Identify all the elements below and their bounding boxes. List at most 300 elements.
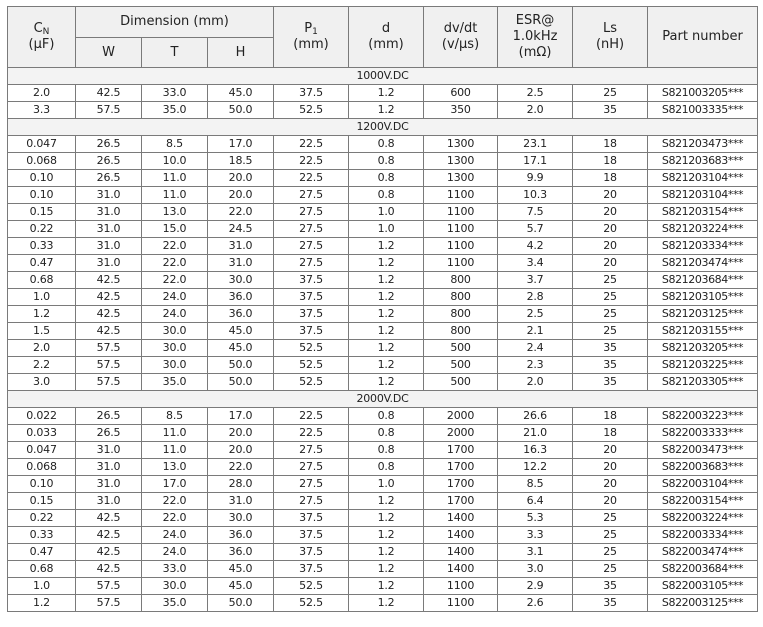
cell-capacitance: 2.2 <box>8 357 76 374</box>
cell-width: 42.5 <box>76 272 142 289</box>
cell-pitch: 22.5 <box>274 153 349 170</box>
cell-thickness: 35.0 <box>142 374 208 391</box>
header-cn-unit: (μF) <box>28 37 55 52</box>
cell-dvdt: 1100 <box>424 238 498 255</box>
cell-esr: 2.1 <box>498 323 573 340</box>
cell-inductance: 25 <box>573 272 648 289</box>
cell-part-number: S822003334*** <box>648 527 758 544</box>
cell-thickness: 30.0 <box>142 357 208 374</box>
cell-part-number: S822003683*** <box>648 459 758 476</box>
table-row <box>8 221 758 238</box>
cell-capacitance: 0.33 <box>8 238 76 255</box>
cell-lead-diameter: 1.2 <box>349 544 424 561</box>
cell-part-number: S821203473*** <box>648 136 758 153</box>
cell-lead-diameter: 0.8 <box>349 136 424 153</box>
cell-dvdt: 500 <box>424 374 498 391</box>
cell-part-number: S822003474*** <box>648 544 758 561</box>
cell-height: 36.0 <box>208 306 274 323</box>
cell-pitch: 27.5 <box>274 476 349 493</box>
table-row <box>8 289 758 306</box>
cell-height: 22.0 <box>208 459 274 476</box>
cell-part-number: S821203224*** <box>648 221 758 238</box>
cell-lead-diameter: 0.8 <box>349 187 424 204</box>
cell-esr: 6.4 <box>498 493 573 510</box>
cell-thickness: 8.5 <box>142 136 208 153</box>
table-row <box>8 561 758 578</box>
cell-part-number: S822003223*** <box>648 408 758 425</box>
cell-thickness: 11.0 <box>142 187 208 204</box>
table-row <box>8 238 758 255</box>
cell-esr: 5.7 <box>498 221 573 238</box>
table-row <box>8 153 758 170</box>
cell-height: 20.0 <box>208 170 274 187</box>
cell-height: 45.0 <box>208 85 274 102</box>
cell-esr: 10.3 <box>498 187 573 204</box>
header-height: H <box>208 38 274 68</box>
header-part-number: Part number <box>648 7 758 68</box>
cell-height: 36.0 <box>208 289 274 306</box>
cell-lead-diameter: 1.2 <box>349 595 424 612</box>
cell-height: 30.0 <box>208 272 274 289</box>
cell-width: 26.5 <box>76 425 142 442</box>
cell-pitch: 37.5 <box>274 544 349 561</box>
cell-pitch: 27.5 <box>274 493 349 510</box>
cell-height: 20.0 <box>208 425 274 442</box>
cell-inductance: 20 <box>573 493 648 510</box>
table-row <box>8 85 758 102</box>
cell-capacitance: 0.15 <box>8 204 76 221</box>
cell-thickness: 30.0 <box>142 578 208 595</box>
cell-width: 31.0 <box>76 221 142 238</box>
cell-inductance: 35 <box>573 357 648 374</box>
table-row <box>8 442 758 459</box>
cell-thickness: 22.0 <box>142 255 208 272</box>
cell-dvdt: 2000 <box>424 425 498 442</box>
cell-width: 31.0 <box>76 476 142 493</box>
cell-pitch: 27.5 <box>274 442 349 459</box>
cell-pitch: 52.5 <box>274 340 349 357</box>
cell-height: 45.0 <box>208 578 274 595</box>
cell-dvdt: 1100 <box>424 255 498 272</box>
cell-esr: 3.4 <box>498 255 573 272</box>
cell-lead-diameter: 1.2 <box>349 561 424 578</box>
cell-part-number: S821203155*** <box>648 323 758 340</box>
cell-esr: 12.2 <box>498 459 573 476</box>
cell-thickness: 30.0 <box>142 323 208 340</box>
header-capacitance <box>8 7 76 68</box>
cell-inductance: 25 <box>573 561 648 578</box>
cell-inductance: 18 <box>573 170 648 187</box>
cell-height: 24.5 <box>208 221 274 238</box>
cell-part-number: S822003104*** <box>648 476 758 493</box>
table-row <box>8 408 758 425</box>
cell-thickness: 30.0 <box>142 340 208 357</box>
cell-part-number: S822003473*** <box>648 442 758 459</box>
cell-width: 42.5 <box>76 306 142 323</box>
cell-width: 42.5 <box>76 561 142 578</box>
table-row <box>8 323 758 340</box>
table-row <box>8 102 758 119</box>
cell-pitch: 27.5 <box>274 255 349 272</box>
cell-esr: 2.5 <box>498 306 573 323</box>
cell-dvdt: 1100 <box>424 204 498 221</box>
cell-capacitance: 0.10 <box>8 476 76 493</box>
cell-thickness: 13.0 <box>142 204 208 221</box>
cell-capacitance: 0.68 <box>8 272 76 289</box>
cell-width: 31.0 <box>76 187 142 204</box>
cell-inductance: 18 <box>573 408 648 425</box>
cell-pitch: 27.5 <box>274 238 349 255</box>
cell-thickness: 35.0 <box>142 102 208 119</box>
cell-height: 45.0 <box>208 561 274 578</box>
cell-height: 50.0 <box>208 374 274 391</box>
cell-lead-diameter: 1.0 <box>349 204 424 221</box>
cell-height: 18.5 <box>208 153 274 170</box>
cell-height: 36.0 <box>208 544 274 561</box>
cell-thickness: 8.5 <box>142 408 208 425</box>
header-thickness: T <box>142 38 208 68</box>
cell-esr: 3.1 <box>498 544 573 561</box>
cell-lead-diameter: 1.2 <box>349 306 424 323</box>
cell-lead-diameter: 1.2 <box>349 85 424 102</box>
cell-thickness: 13.0 <box>142 459 208 476</box>
cell-esr: 2.4 <box>498 340 573 357</box>
cell-part-number: S821203474*** <box>648 255 758 272</box>
cell-lead-diameter: 1.2 <box>349 272 424 289</box>
cell-esr: 3.7 <box>498 272 573 289</box>
cell-lead-diameter: 0.8 <box>349 459 424 476</box>
cell-thickness: 22.0 <box>142 510 208 527</box>
cell-pitch: 22.5 <box>274 408 349 425</box>
cell-dvdt: 1700 <box>424 442 498 459</box>
cell-capacitance: 1.2 <box>8 306 76 323</box>
cell-esr: 8.5 <box>498 476 573 493</box>
cell-dvdt: 800 <box>424 306 498 323</box>
cell-pitch: 27.5 <box>274 187 349 204</box>
voltage-section-row <box>8 391 758 408</box>
cell-lead-diameter: 1.0 <box>349 221 424 238</box>
table-body <box>8 68 758 612</box>
cell-dvdt: 1300 <box>424 153 498 170</box>
cell-height: 17.0 <box>208 136 274 153</box>
cell-inductance: 35 <box>573 102 648 119</box>
cell-esr: 2.3 <box>498 357 573 374</box>
cell-inductance: 35 <box>573 340 648 357</box>
cell-lead-diameter: 1.2 <box>349 357 424 374</box>
cell-height: 28.0 <box>208 476 274 493</box>
header-width: W <box>76 38 142 68</box>
table-row <box>8 272 758 289</box>
header-dimension: Dimension (mm) <box>76 7 274 38</box>
cell-thickness: 35.0 <box>142 595 208 612</box>
cell-thickness: 33.0 <box>142 561 208 578</box>
cell-pitch: 37.5 <box>274 272 349 289</box>
cell-capacitance: 0.68 <box>8 561 76 578</box>
cell-height: 45.0 <box>208 340 274 357</box>
cell-esr: 21.0 <box>498 425 573 442</box>
cell-capacitance: 3.3 <box>8 102 76 119</box>
cell-capacitance: 2.0 <box>8 85 76 102</box>
table-row <box>8 459 758 476</box>
cell-width: 42.5 <box>76 544 142 561</box>
cell-height: 45.0 <box>208 323 274 340</box>
table-row <box>8 374 758 391</box>
cell-capacitance: 0.10 <box>8 170 76 187</box>
table-row <box>8 527 758 544</box>
table-header <box>8 7 758 68</box>
cell-esr: 17.1 <box>498 153 573 170</box>
header-p1-label: $P_1$ <box>304 21 318 37</box>
cell-lead-diameter: 1.2 <box>349 578 424 595</box>
cell-width: 42.5 <box>76 527 142 544</box>
cell-capacitance: 0.047 <box>8 442 76 459</box>
table-row <box>8 357 758 374</box>
cell-dvdt: 800 <box>424 289 498 306</box>
cell-lead-diameter: 1.2 <box>349 289 424 306</box>
cell-pitch: 37.5 <box>274 85 349 102</box>
table-row <box>8 510 758 527</box>
cell-esr: 26.6 <box>498 408 573 425</box>
cell-capacitance: 0.068 <box>8 459 76 476</box>
cell-lead-diameter: 1.2 <box>349 527 424 544</box>
cell-part-number: S821203334*** <box>648 238 758 255</box>
cell-part-number: S821203205*** <box>648 340 758 357</box>
cell-pitch: 52.5 <box>274 102 349 119</box>
cell-pitch: 37.5 <box>274 561 349 578</box>
cell-dvdt: 1700 <box>424 476 498 493</box>
cell-esr: 3.3 <box>498 527 573 544</box>
cell-thickness: 15.0 <box>142 221 208 238</box>
cell-thickness: 22.0 <box>142 272 208 289</box>
cell-lead-diameter: 1.2 <box>349 255 424 272</box>
cell-capacitance: 0.22 <box>8 510 76 527</box>
cell-inductance: 35 <box>573 374 648 391</box>
cell-thickness: 24.0 <box>142 527 208 544</box>
cell-dvdt: 1100 <box>424 595 498 612</box>
cell-dvdt: 1400 <box>424 561 498 578</box>
cell-height: 20.0 <box>208 187 274 204</box>
cell-pitch: 52.5 <box>274 595 349 612</box>
cell-lead-diameter: 0.8 <box>349 153 424 170</box>
cell-thickness: 24.0 <box>142 289 208 306</box>
cell-pitch: 37.5 <box>274 323 349 340</box>
cell-inductance: 20 <box>573 255 648 272</box>
cell-inductance: 18 <box>573 153 648 170</box>
cell-capacitance: 1.5 <box>8 323 76 340</box>
cell-lead-diameter: 0.8 <box>349 408 424 425</box>
cell-width: 31.0 <box>76 493 142 510</box>
cell-inductance: 20 <box>573 221 648 238</box>
cell-width: 57.5 <box>76 102 142 119</box>
cell-part-number: S821203683*** <box>648 153 758 170</box>
cell-part-number: S821203684*** <box>648 272 758 289</box>
cell-part-number: S821203225*** <box>648 357 758 374</box>
table-row <box>8 595 758 612</box>
cell-dvdt: 1100 <box>424 578 498 595</box>
cell-lead-diameter: 1.0 <box>349 476 424 493</box>
cell-width: 57.5 <box>76 595 142 612</box>
header-pitch <box>274 7 349 68</box>
table-row <box>8 544 758 561</box>
cell-thickness: 22.0 <box>142 493 208 510</box>
cell-width: 31.0 <box>76 442 142 459</box>
cell-part-number: S822003684*** <box>648 561 758 578</box>
cell-pitch: 27.5 <box>274 459 349 476</box>
cell-width: 31.0 <box>76 204 142 221</box>
table-row <box>8 136 758 153</box>
cell-thickness: 17.0 <box>142 476 208 493</box>
cell-height: 36.0 <box>208 527 274 544</box>
header-cn-label: $C_N$ <box>33 21 50 37</box>
voltage-section-row <box>8 68 758 85</box>
header-lead-diameter: d (mm) <box>349 7 424 68</box>
header-p1-unit: (mm) <box>293 37 329 52</box>
table-row <box>8 493 758 510</box>
voltage-section-label: 2000V.DC <box>8 391 758 408</box>
cell-esr: 2.6 <box>498 595 573 612</box>
cell-part-number: S822003333*** <box>648 425 758 442</box>
cell-inductance: 35 <box>573 595 648 612</box>
cell-pitch: 52.5 <box>274 578 349 595</box>
cell-capacitance: 2.0 <box>8 340 76 357</box>
cell-thickness: 22.0 <box>142 238 208 255</box>
cell-thickness: 10.0 <box>142 153 208 170</box>
cell-width: 57.5 <box>76 374 142 391</box>
cell-inductance: 25 <box>573 544 648 561</box>
cell-thickness: 24.0 <box>142 306 208 323</box>
cell-width: 31.0 <box>76 238 142 255</box>
cell-height: 50.0 <box>208 102 274 119</box>
cell-thickness: 24.0 <box>142 544 208 561</box>
table-row <box>8 476 758 493</box>
cell-height: 31.0 <box>208 238 274 255</box>
cell-capacitance: 1.0 <box>8 578 76 595</box>
cell-esr: 2.5 <box>498 85 573 102</box>
cell-pitch: 37.5 <box>274 510 349 527</box>
cell-thickness: 11.0 <box>142 170 208 187</box>
cell-width: 57.5 <box>76 578 142 595</box>
cell-part-number: S822003125*** <box>648 595 758 612</box>
cell-part-number: S821203154*** <box>648 204 758 221</box>
cell-thickness: 33.0 <box>142 85 208 102</box>
header-esr: ESR@ 1.0kHz (mΩ) <box>498 7 573 68</box>
cell-lead-diameter: 0.8 <box>349 170 424 187</box>
cell-part-number: S822003154*** <box>648 493 758 510</box>
cell-dvdt: 800 <box>424 272 498 289</box>
cell-part-number: S822003224*** <box>648 510 758 527</box>
cell-width: 42.5 <box>76 85 142 102</box>
cell-pitch: 27.5 <box>274 221 349 238</box>
cell-thickness: 11.0 <box>142 442 208 459</box>
cell-esr: 23.1 <box>498 136 573 153</box>
table-row <box>8 306 758 323</box>
cell-width: 42.5 <box>76 510 142 527</box>
cell-capacitance: 1.2 <box>8 595 76 612</box>
cell-capacitance: 0.033 <box>8 425 76 442</box>
table-row <box>8 425 758 442</box>
cell-inductance: 25 <box>573 85 648 102</box>
cell-dvdt: 1700 <box>424 493 498 510</box>
cell-inductance: 25 <box>573 510 648 527</box>
cell-width: 57.5 <box>76 357 142 374</box>
cell-dvdt: 350 <box>424 102 498 119</box>
cell-esr: 2.8 <box>498 289 573 306</box>
cell-thickness: 11.0 <box>142 425 208 442</box>
voltage-section-label: 1200V.DC <box>8 119 758 136</box>
cell-part-number: S821203305*** <box>648 374 758 391</box>
cell-dvdt: 800 <box>424 323 498 340</box>
cell-height: 50.0 <box>208 595 274 612</box>
cell-esr: 3.0 <box>498 561 573 578</box>
cell-inductance: 25 <box>573 527 648 544</box>
cell-width: 26.5 <box>76 408 142 425</box>
cell-width: 57.5 <box>76 340 142 357</box>
cell-esr: 7.5 <box>498 204 573 221</box>
cell-lead-diameter: 1.2 <box>349 374 424 391</box>
table-row <box>8 255 758 272</box>
cell-height: 30.0 <box>208 510 274 527</box>
cell-capacitance: 0.22 <box>8 221 76 238</box>
cell-part-number: S821203125*** <box>648 306 758 323</box>
cell-pitch: 37.5 <box>274 289 349 306</box>
cell-pitch: 27.5 <box>274 204 349 221</box>
voltage-section-row <box>8 119 758 136</box>
cell-width: 42.5 <box>76 289 142 306</box>
cell-esr: 16.3 <box>498 442 573 459</box>
cell-dvdt: 1700 <box>424 459 498 476</box>
cell-pitch: 52.5 <box>274 374 349 391</box>
cell-inductance: 20 <box>573 476 648 493</box>
header-dvdt: dv/dt (v/μs) <box>424 7 498 68</box>
cell-lead-diameter: 1.2 <box>349 323 424 340</box>
capacitor-spec-table <box>7 6 758 612</box>
cell-dvdt: 1300 <box>424 170 498 187</box>
header-inductance: Ls (nH) <box>573 7 648 68</box>
cell-pitch: 37.5 <box>274 527 349 544</box>
cell-dvdt: 500 <box>424 340 498 357</box>
cell-part-number: S821003205*** <box>648 85 758 102</box>
cell-capacitance: 0.022 <box>8 408 76 425</box>
cell-inductance: 20 <box>573 187 648 204</box>
cell-height: 20.0 <box>208 442 274 459</box>
cell-inductance: 18 <box>573 425 648 442</box>
cell-width: 26.5 <box>76 136 142 153</box>
cell-capacitance: 0.47 <box>8 544 76 561</box>
cell-inductance: 20 <box>573 459 648 476</box>
cell-inductance: 25 <box>573 323 648 340</box>
cell-inductance: 20 <box>573 238 648 255</box>
cell-height: 22.0 <box>208 204 274 221</box>
cell-part-number: S822003105*** <box>648 578 758 595</box>
cell-esr: 2.0 <box>498 102 573 119</box>
cell-dvdt: 1300 <box>424 136 498 153</box>
cell-height: 17.0 <box>208 408 274 425</box>
cell-inductance: 18 <box>573 136 648 153</box>
cell-lead-diameter: 0.8 <box>349 425 424 442</box>
cell-dvdt: 1400 <box>424 510 498 527</box>
table-row <box>8 187 758 204</box>
cell-height: 31.0 <box>208 493 274 510</box>
cell-lead-diameter: 1.2 <box>349 510 424 527</box>
table-row <box>8 170 758 187</box>
cell-capacitance: 0.10 <box>8 187 76 204</box>
cell-capacitance: 1.0 <box>8 289 76 306</box>
cell-capacitance: 0.15 <box>8 493 76 510</box>
cell-pitch: 22.5 <box>274 170 349 187</box>
cell-esr: 4.2 <box>498 238 573 255</box>
cell-width: 26.5 <box>76 170 142 187</box>
cell-height: 50.0 <box>208 357 274 374</box>
